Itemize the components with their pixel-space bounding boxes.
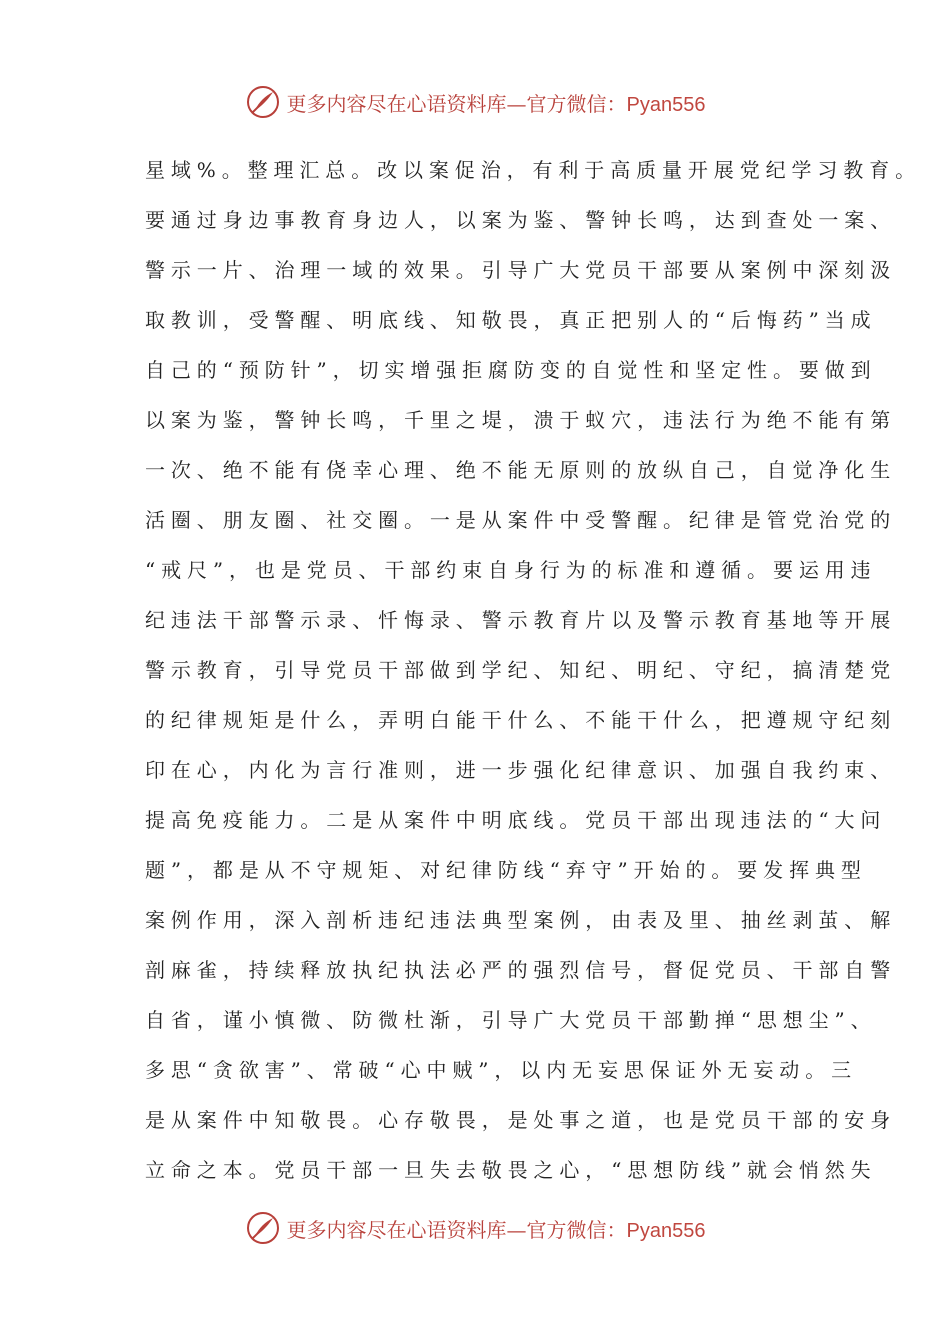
text-line: 案例作用，深入剖析违纪违法典型案例，由表及里、抽丝剥茧、解 xyxy=(145,908,897,932)
footer-banner xyxy=(0,1210,950,1246)
banner-dash: — xyxy=(506,91,527,116)
text-line: 纪违法干部警示录、忏悔录、警示教育片以及警示教育基地等开展 xyxy=(145,608,897,632)
text-line: 多思“贪欲害”、常破“心中贼”，以内无妄思保证外无妄动。三 xyxy=(145,1058,857,1082)
header-banner xyxy=(0,84,950,120)
quill-logo-icon xyxy=(245,1210,281,1246)
text-line: 要通过身边事教育身边人，以案为鉴、警钟长鸣，达到查处一案、 xyxy=(145,208,897,232)
banner-text xyxy=(287,88,706,117)
banner-wechat-label: 官方微信： xyxy=(526,1217,627,1242)
text-line: 星域%。整理汇总。改以案促治，有利于高质量开展党纪学习教育。 xyxy=(145,158,922,182)
text-line: 自省，谨小慎微、防微杜渐，引导广大党员干部勤掸“思想尘”、 xyxy=(145,1008,877,1032)
text-line: “戒尺”，也是党员、干部约束自身行为的标准和遵循。要运用违 xyxy=(145,558,877,582)
body-text xyxy=(145,145,922,1195)
banner-text xyxy=(287,1214,706,1243)
text-line: 一次、绝不能有侥幸心理、绝不能无原则的放纵自己，自觉净化生 xyxy=(145,458,897,482)
text-line: 的纪律规矩是什么，弄明白能干什么、不能干什么，把遵规守纪刻 xyxy=(145,708,897,732)
text-line: 印在心，内化为言行准则，进一步强化纪律意识、加强自我约束、 xyxy=(145,758,897,782)
banner-brand: 更多内容尽在心语资料库 xyxy=(286,1217,507,1242)
text-line: 警示一片、治理一域的效果。引导广大党员干部要从案例中深刻汲 xyxy=(145,258,897,282)
text-line: 以案为鉴，警钟长鸣，千里之堤，溃于蚁穴，违法行为绝不能有第 xyxy=(145,408,897,432)
banner-wechat-id: Pyan556 xyxy=(626,1219,706,1242)
banner-brand: 更多内容尽在心语资料库 xyxy=(286,91,507,116)
text-line: 是从案件中知敬畏。心存敬畏，是处事之道，也是党员干部的安身 xyxy=(145,1108,897,1132)
text-line: 取教训，受警醒、明底线、知敬畏，真正把别人的“后悔药”当成 xyxy=(145,308,877,332)
quill-logo-icon xyxy=(245,84,281,120)
text-line: 自己的“预防针”，切实增强拒腐防变的自觉性和坚定性。要做到 xyxy=(145,358,877,382)
text-line: 立命之本。党员干部一旦失去敬畏之心，“思想防线”就会悄然失 xyxy=(145,1158,877,1182)
banner-dash: — xyxy=(506,1217,527,1242)
text-line: 题”，都是从不守规矩、对纪律防线“弃守”开始的。要发挥典型 xyxy=(145,858,867,882)
text-line: 剖麻雀，持续释放执纪执法必严的强烈信号，督促党员、干部自警 xyxy=(145,958,897,982)
text-line: 警示教育，引导党员干部做到学纪、知纪、明纪、守纪，搞清楚党 xyxy=(145,658,897,682)
text-line: 提高免疫能力。二是从案件中明底线。党员干部出现违法的“大问 xyxy=(145,808,887,832)
text-line: 活圈、朋友圈、社交圈。一是从案件中受警醒。纪律是管党治党的 xyxy=(145,508,897,532)
banner-wechat-label: 官方微信： xyxy=(526,91,627,116)
banner-wechat-id: Pyan556 xyxy=(626,93,706,116)
